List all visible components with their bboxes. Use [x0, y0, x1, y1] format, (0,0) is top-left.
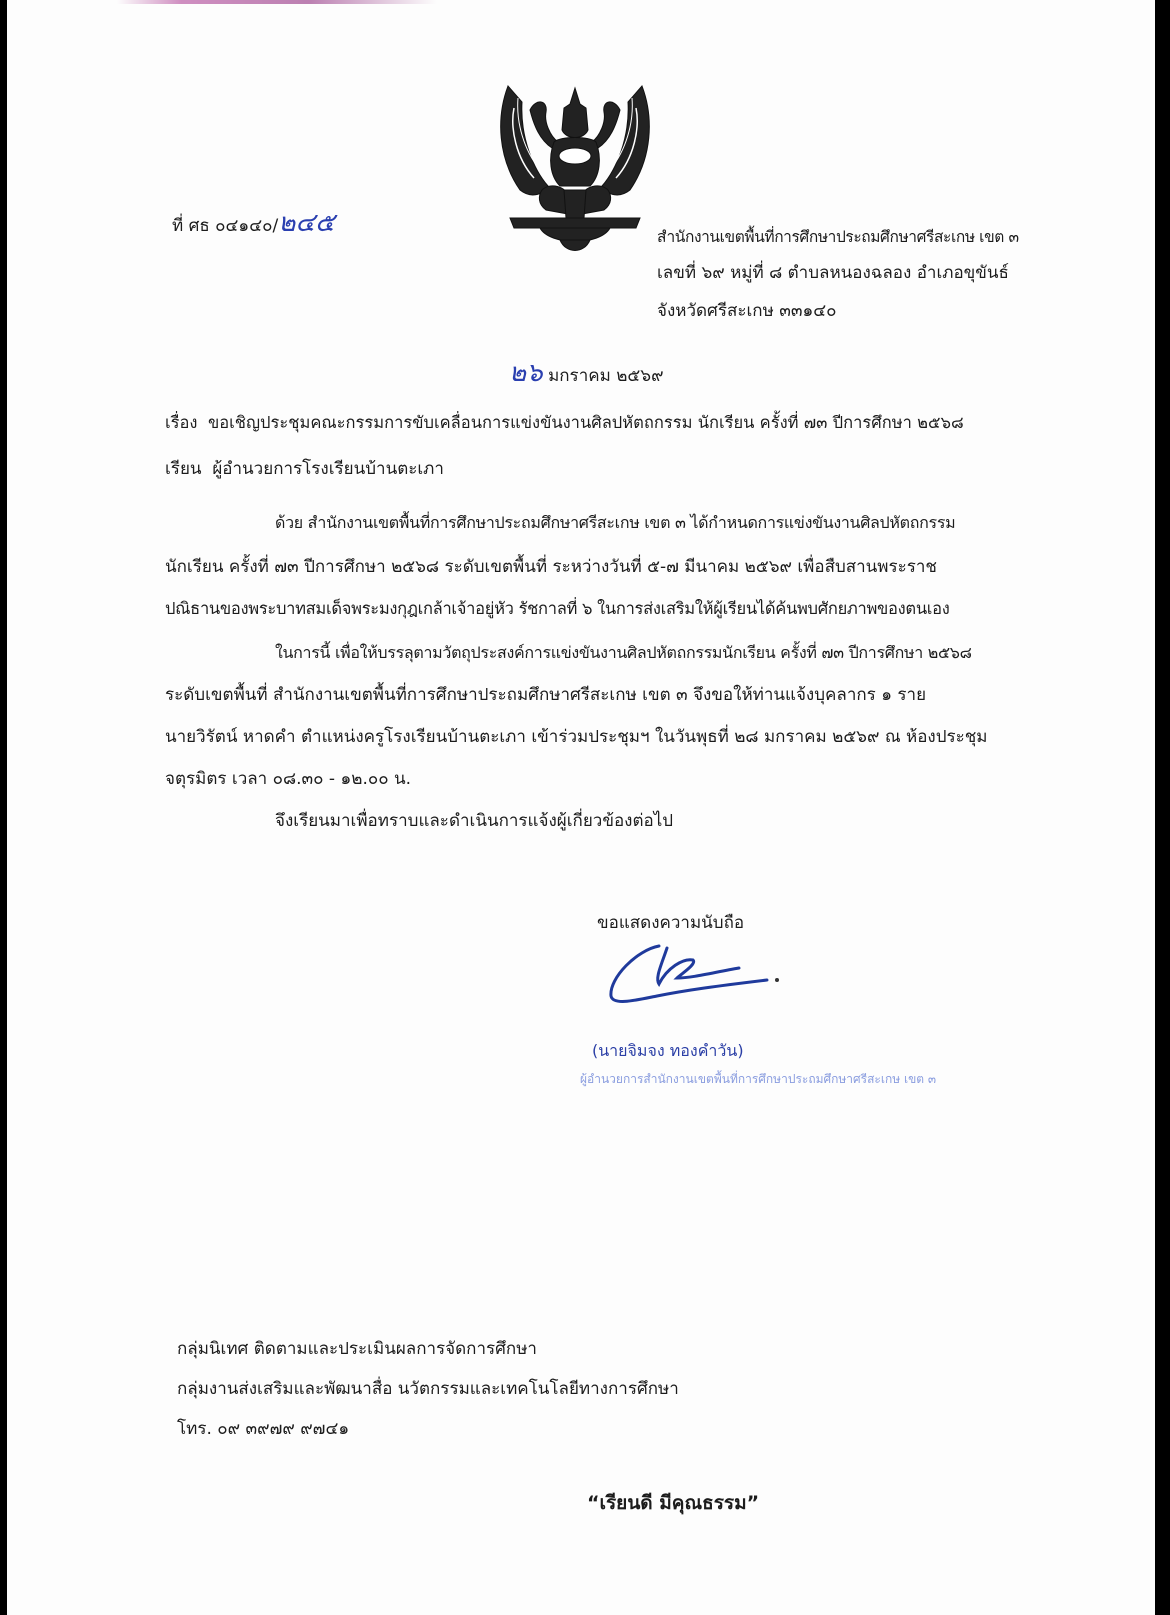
sender-address-line2: จังหวัดศรีสะเกษ ๓๓๑๔๐: [657, 301, 837, 321]
footer-department: กลุ่มนิเทศ ติดตามและประเมินผลการจัดการศึกษา: [177, 1339, 537, 1359]
sender-address-line1: เลขที่ ๖๙ หมู่ที่ ๘ ตำบลหนองฉลอง อำเภอขุขันธ์: [657, 263, 1009, 283]
footer-unit: กลุ่มงานส่งเสริมและพัฒนาสื่อ นวัตกรรมและเทคโนโลยีทางการศึกษา: [177, 1379, 679, 1399]
closing-salutation: ขอแสดงความนับถือ: [597, 913, 745, 933]
motto: “เรียนดี มีคุณธรรม”: [587, 1492, 760, 1514]
paragraph1-line2: นักเรียน ครั้งที่ ๗๓ ปีการศึกษา ๒๕๖๘ ระดับเขตพื้นที่ ระหว่างวันที่ ๕-๗ มีนาคม ๒๕๖๙ เพื่อสืบสานพระราช: [165, 557, 937, 577]
recipient-line: [165, 458, 444, 480]
subject-label: เรื่อง: [165, 413, 198, 432]
reference-label: ที่ ศธ ๐๔๑๔๐/: [172, 216, 279, 236]
recipient-text: ผู้อำนวยการโรงเรียนบ้านตะเภา: [212, 459, 444, 479]
paragraph2-line1: ในการนี้ เพื่อให้บรรลุตามวัตถุประสงค์การแข่งขันงานศิลปหัตถกรรมนักเรียน ครั้งที่ ๗๓ ปีการศึกษา ๒๕๖๘: [275, 643, 972, 662]
month-year: มกราคม ๒๕๖๙: [548, 366, 664, 386]
handwritten-reference-number: ๒๔๕: [278, 208, 335, 238]
paragraph2-line3: นายวิรัตน์ หาดคำ ตำแหน่งครูโรงเรียนบ้านตะเภา เข้าร่วมประชุมฯ ในวันพุธที่ ๒๘ มกราคม ๒๕๖๙ ณ ห้องประชุม: [165, 727, 988, 747]
paragraph3: จึงเรียนมาเพื่อทราบและดำเนินการแจ้งผู้เกี่ยวข้องต่อไป: [275, 811, 674, 831]
footer-phone: โทร. ๐๙ ๓๙๗๙ ๙๗๔๑: [177, 1419, 350, 1439]
paragraph2-line2: ระดับเขตพื้นที่ สำนักงานเขตพื้นที่การศึกษาประถมศึกษาศรีสะเกษ เขต ๓ จึงขอให้ท่านแจ้งบุคลากร ๑ ราย: [165, 685, 927, 705]
paragraph1-line1: ด้วย สำนักงานเขตพื้นที่การศึกษาประถมศึกษาศรีสะเกษ เขต ๓ ได้กำหนดการแข่งขันงานศิลปหัตถกรรม: [275, 513, 956, 532]
sender-office: สำนักงานเขตพื้นที่การศึกษาประถมศึกษาศรีสะเกษ เขต ๓: [657, 228, 1019, 246]
paragraph1-line3: ปณิธานของพระบาทสมเด็จพระมงกุฎเกล้าเจ้าอยู่หัว รัชกาลที่ ๖ ในการส่งเสริมให้ผู้เรียนได้ค้นพบศักยภาพของตนเอง: [165, 599, 950, 618]
signature-icon: [597, 938, 797, 1008]
signer-name: (นายจิมจง ทองคำวัน): [592, 1041, 744, 1060]
garuda-emblem-icon: [490, 78, 660, 258]
signer-position: ผู้อำนวยการสำนักงานเขตพื้นที่การศึกษาประถมศึกษาศรีสะเกษ เขต ๓: [580, 1072, 937, 1086]
subject-text: ขอเชิญประชุมคณะกรรมการขับเคลื่อนการแข่งขันงานศิลปหัตถกรรม นักเรียน ครั้งที่ ๗๓ ปีการศึกษา ๒๕๖๘: [207, 413, 964, 432]
document-date: [509, 358, 664, 388]
recipient-label: เรียน: [165, 459, 202, 479]
scan-artifact: [117, 0, 437, 4]
reference-number: [172, 208, 335, 238]
paragraph2-line4: จตุรมิตร เวลา ๐๘.๓๐ - ๑๒.๐๐ น.: [165, 769, 412, 789]
handwritten-day: ๒๖: [509, 358, 543, 388]
document-page: [7, 0, 1155, 1615]
subject-line: [165, 412, 964, 434]
